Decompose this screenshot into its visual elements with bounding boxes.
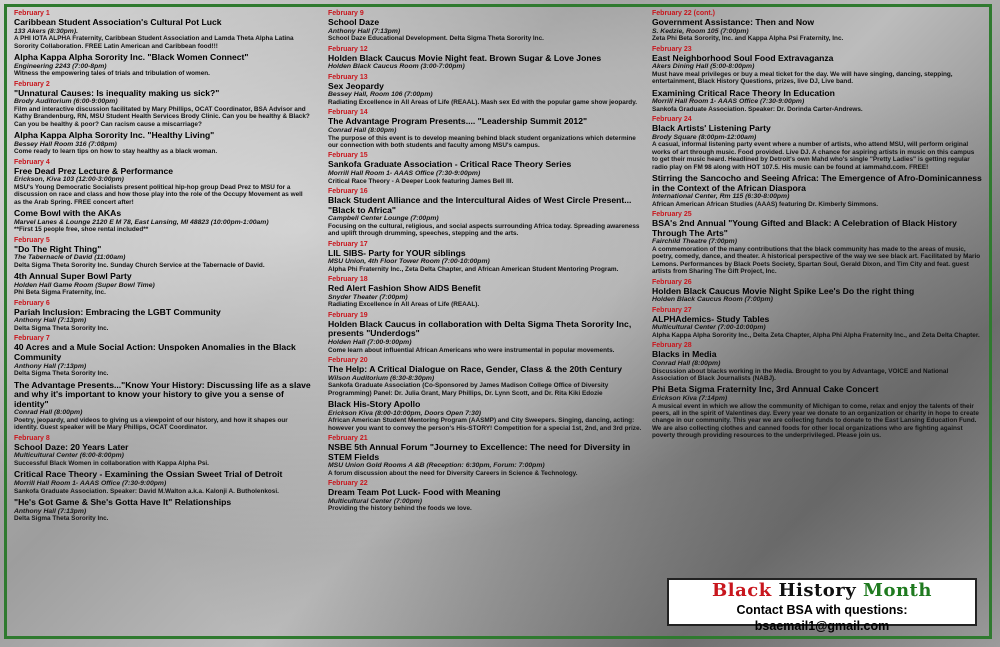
event-description: African American African Studies (AAAS) featuring Dr. Kimberly Simmons. xyxy=(652,200,879,208)
event-entry xyxy=(14,10,311,50)
event-title: Government Assistance: Then and Now xyxy=(652,17,815,27)
event-title: The Help: A Critical Dialogue on Race, Gender, Class & the 20th Century xyxy=(328,363,623,374)
event-location: Anthony Hall (7:13pm) xyxy=(14,507,87,515)
event-title: "Do The Right Thing" xyxy=(14,243,102,254)
event-date: February 20 xyxy=(328,356,368,364)
event-location: Morrill Hall Room 1- AAAS Office (7:30-9:00pm) xyxy=(14,479,167,487)
event-description: **First 15 people free, shoe rental included** xyxy=(14,226,149,234)
event-description: Delta Sigma Theta Sorority Inc. xyxy=(14,324,109,332)
event-date: February 26 xyxy=(652,278,692,286)
event-title: Black Student Alliance and the Intercultural Aides of West Circle Present... "Black to Africa" xyxy=(328,194,632,215)
event-title: Holden Black Caucus Movie Night feat. Brown Sugar & Love Jones xyxy=(328,52,602,63)
event-description: Radiating Excellence in All Areas of Life (REAAL). Mash sex Ed with the popular game show jeopardy. xyxy=(328,98,638,106)
event-entry xyxy=(328,46,646,71)
event-description: Phi Beta Sigma Fraternity, Inc. xyxy=(14,289,106,297)
event-title: The Advantage Presents..."Know Your History: Discussing life as a slave and why it's important to know your history to give you a sense of identity" xyxy=(14,379,311,409)
event-location: Akers Dining Hall (5:00-8:00pm) xyxy=(652,63,755,71)
event-location: Bessey Hall Room 316 (7:08pm) xyxy=(14,140,117,148)
event-title: School Daze xyxy=(328,17,380,27)
event-entry xyxy=(14,335,311,377)
event-entry xyxy=(652,342,982,382)
event-date: February 22 xyxy=(328,480,368,488)
event-title: Caribbean Student Association's Cultural Pot Luck xyxy=(14,17,222,27)
column-1 xyxy=(14,10,311,526)
event-description: Sankofa Graduate Association. Speaker: Dr. Dorinda Carter-Andrews. xyxy=(652,105,863,113)
event-title: 4th Annual Super Bowl Party xyxy=(14,271,132,282)
event-entry xyxy=(652,89,982,114)
event-title: Black Artists' Listening Party xyxy=(652,123,771,134)
event-title: BSA's 2nd Annual "Young Gifted and Black: A Celebration of Black History Through The Arts" xyxy=(652,218,957,238)
event-date: February 18 xyxy=(328,276,368,284)
event-description: Delta Sigma Theta Sorority Inc. Sunday Church Service at the Tabernacle of David. xyxy=(14,261,265,269)
event-entry xyxy=(328,188,646,238)
event-description: Alpha Phi Fraternity Inc., Zeta Delta Chapter, and African American Student Mentoring Program. xyxy=(328,265,619,273)
event-description: Discussion about blacks working in the Media. Brought to you by Advantage, VOICE and National Association of Black Journalists (NABJ). xyxy=(652,367,949,382)
event-location: MSU Union, 4th Floor Tower Room (7:00-10:00pm) xyxy=(328,258,490,266)
event-entry xyxy=(328,276,646,309)
banner-word-history: History xyxy=(778,580,857,601)
event-location: Holden Hall (7:00-9:00pm) xyxy=(328,338,412,346)
event-location: Conrad Hall (8:00pm) xyxy=(652,359,721,367)
event-entry xyxy=(652,174,982,208)
event-description: The purpose of this event is to develop meaning behind black student organizations which determine our connection with both students and faculty among MSU's campus. xyxy=(328,134,636,149)
event-title: Alpha Kappa Alpha Sorority Inc. "Black Women Connect" xyxy=(14,52,249,62)
event-entry xyxy=(14,81,311,128)
event-title: Free Dead Prez Lecture & Performance xyxy=(14,165,174,176)
event-title: East Neighborhood Soul Food Extravaganza xyxy=(652,52,834,63)
event-title: 40 Acres and a Mule Social Action: Unspoken Anomalies in the Black Community xyxy=(14,342,296,362)
event-location: 133 Akers (8:30pm). xyxy=(14,27,78,35)
event-description: Sankofa Graduate Association (Co-Sponsored by James Madison College Office of Diversity Programming) Panel: Dr. Julia Grant, Mary Phillips, Dr. Lynn Scott, and Dr. Rita Kiki Edozie xyxy=(328,382,609,397)
event-entry xyxy=(652,211,982,275)
event-entry xyxy=(14,53,311,78)
event-title: Critical Race Theory - Examining the Ossian Sweet Trial of Detroit xyxy=(14,469,283,480)
event-location: Erickson, Kiva 103 (12:00-3:00pm) xyxy=(14,176,124,184)
event-entry xyxy=(328,435,646,477)
column-3 xyxy=(652,10,982,443)
event-date: February 17 xyxy=(328,240,368,248)
event-description: Come ready to learn tips on how to stay healthy as a black woman. xyxy=(14,148,218,156)
event-date: February 27 xyxy=(652,306,692,314)
event-entry xyxy=(652,10,982,43)
event-description: Must have meal privileges or buy a meal ticket for the day. We will have singing, dancing, stepping, entertainment, Black History Questions, prizes, live DJ, Live band. xyxy=(652,70,953,86)
event-location: Anthony Hall (7:13pm) xyxy=(14,317,87,325)
event-entry xyxy=(328,400,646,432)
event-date: February 21 xyxy=(328,434,368,442)
event-title: LIL SIBS- Party for YOUR siblings xyxy=(328,247,466,258)
event-entry xyxy=(328,10,646,43)
event-entry xyxy=(652,385,982,439)
event-location: Anthony Hall (7:13pm) xyxy=(328,27,401,35)
event-entry xyxy=(652,46,982,86)
event-entry xyxy=(14,209,311,234)
event-entry xyxy=(328,109,646,149)
event-description: A commemoration of the many contributions that the black community has made to the areas of music, poetry, comedy, dance, and theater. A historical perspective of the way we see black art. Facilitated by Mario Lemons. Performances by Black Poets Society, Spartan Soul, Gerald Dixon, and Tim City and feat. guest artists from Sharing The Gift Project, Inc. xyxy=(652,245,981,276)
event-location: International Center, Rm 115 (6:30-8:00pm) xyxy=(652,193,790,201)
event-description: Witness the empowering tales of trials and tribulation of women. xyxy=(14,70,210,78)
event-entry xyxy=(328,241,646,274)
event-title: "He's Got Game & She's Gotta Have It" Relationships xyxy=(14,496,232,507)
event-location: Conrad Hall (8:00pm) xyxy=(328,126,397,134)
event-entry xyxy=(14,300,311,333)
event-location: S. Kedzie, Room 105 (7:00pm) xyxy=(652,27,749,35)
event-date: February 15 xyxy=(328,152,368,160)
event-description: Alpha Kappa Alpha Sorority Inc., Delta Zeta Chapter, Alpha Phi Alpha Fraternity Inc., and Zeta Delta Chapter. xyxy=(652,331,980,339)
event-description: African American Student Mentoring Program (AASMP) and City Sweepers. Singing, dancing, acting: however you want to convey the person's His-STORY! Competition for a special 1st, 2nd, and 3rd prize. xyxy=(328,417,642,432)
event-description: Film and interactive discussion facilitated by Mary Phillips, OCAT Coordinator, BSA Advisor and Kathy Brandenburg, RN, MSU Student Health Services Brody Clinic. Can you be healthy & Black? Can you be healthy & poor? Can racism cause a miscarriage? xyxy=(14,105,310,128)
event-date: February 28 xyxy=(652,342,692,350)
event-title: Phi Beta Sigma Fraternity Inc, 3rd Annual Cake Concert xyxy=(652,384,879,395)
event-description: A musical event in which we allow the community of Michigan to come, relax and enjoy the talents of their peers, all in the spirit of Valentines day. Every year we donate to an organization or charity in hope to create change in our community. This year we are collecting funds to donate to the East Lansing Education Fund. We are also collecting clothes and canned foods for other local organizations who are fighting against poverty through providing resources to the underprivileged. Please join us. xyxy=(652,402,979,440)
event-description: MSU's Young Democratic Socialists present political hip-hop group Dead Prez to MSU for a discussion on race and class and how those play into the role of the Occupy Movement as well as the Arab Spring. FREE concert after! xyxy=(14,183,303,206)
event-entry xyxy=(14,470,311,495)
banner-word-month: Month xyxy=(863,580,932,601)
event-date: February 7 xyxy=(14,335,50,343)
event-date: February 16 xyxy=(328,187,368,195)
event-location: Anthony Hall (7:13pm) xyxy=(14,362,87,370)
event-date: February 12 xyxy=(328,45,368,53)
event-title: Blacks in Media xyxy=(652,349,717,360)
event-description: Delta Sigma Theta Sorority Inc. xyxy=(14,515,109,523)
event-title: "Unnatural Causes: Is inequality making us sick?" xyxy=(14,87,220,98)
event-entry xyxy=(328,74,646,107)
event-title: Holden Black Caucus in collaboration with Delta Sigma Theta Sorority Inc, presents "Underdogs" xyxy=(328,318,632,339)
event-entry xyxy=(14,381,311,432)
event-date: February 24 xyxy=(652,116,692,124)
event-entry xyxy=(328,152,646,185)
event-location: MSU Union Gold Rooms A &B (Reception: 6:30pm, Forum: 7:00pm) xyxy=(328,462,545,470)
event-title: ALPHAdemics- Study Tables xyxy=(652,313,770,324)
event-location: Campbell Center Lounge (7:00pm) xyxy=(328,215,439,223)
event-location: Multicultural Center (7:00pm) xyxy=(328,497,423,505)
event-date: February 5 xyxy=(14,236,50,244)
event-date: February 25 xyxy=(652,211,692,219)
black-history-month-banner xyxy=(667,578,977,633)
event-description: Zeta Phi Beta Sorority, Inc. and Kappa Alpha Psi Fraternity, Inc. xyxy=(652,35,844,43)
event-date: February 8 xyxy=(14,434,50,442)
event-entry xyxy=(652,279,982,304)
event-date: February 19 xyxy=(328,311,368,319)
event-entry xyxy=(14,159,311,206)
banner-word-black: Black xyxy=(712,580,772,601)
event-title: Stirring the Sancocho and Seeing Africa: The Emergence of Afro-Dominicanness in the Context of the African Diaspora xyxy=(652,173,982,193)
event-entry xyxy=(328,357,646,397)
contact-line: Contact BSA with questions: bsaemail1@gmail.com xyxy=(736,603,908,633)
event-location: Erickson Kiva (8:00-10:00pm, Doors Open 7:30) xyxy=(328,409,481,417)
event-title: School Daze: 20 Years Later xyxy=(14,441,129,452)
event-location: Erickson Kiva (7:14pm) xyxy=(652,394,728,402)
event-title: Pariah Inclusion: Embracing the LGBT Community xyxy=(14,306,221,317)
event-description: Sankofa Graduate Association. Speaker: David M.Walton a.k.a. Kalonji A. Butholenkosi. xyxy=(14,487,279,495)
event-date: February 4 xyxy=(14,158,50,166)
event-title: Black His-Story Apollo xyxy=(328,398,421,409)
event-location: Holden Black Caucus Room (3:00-7:00pm) xyxy=(328,63,465,71)
event-description: Delta Sigma Theta Sorority Inc. xyxy=(14,370,109,378)
banner-title xyxy=(669,580,975,602)
event-date: February 9 xyxy=(328,10,364,17)
event-location: Wilson Auditorium (6:30-8:30pm) xyxy=(328,374,435,382)
event-title: Holden Black Caucus Movie Night Spike Lee's Do the right thing xyxy=(652,285,915,296)
event-location: Multicultural Center (6:00-8:00pm) xyxy=(14,452,124,460)
event-title: Dream Team Pot Luck- Food with Meaning xyxy=(328,487,501,498)
event-title: The Advantage Program Presents.... "Leadership Summit 2012" xyxy=(328,116,588,127)
event-entry xyxy=(14,237,311,270)
event-description: Focusing on the cultural, religious, and social aspects surrounding Africa today. Spreading awareness and uplift through drumming, speeches, stepping and the arts. xyxy=(328,222,640,238)
event-location: Conrad Hall (8:00pm) xyxy=(14,409,83,417)
event-date: February 22 (cont.) xyxy=(652,10,716,17)
event-date: February 2 xyxy=(14,80,50,88)
event-title: Examining Critical Race Theory In Education xyxy=(652,87,835,98)
event-location: Brody Square (8:00pm-12:00am) xyxy=(652,133,757,141)
event-location: Marvel Lanes & Lounge 2120 E M 78, East Lansing, MI 48823 (10:00pm-1:00am) xyxy=(14,218,269,226)
event-location: Morrill Hall Room 1- AAAS Office (7:30-9:00pm) xyxy=(652,98,805,106)
event-entry xyxy=(652,116,982,171)
event-location: Multicultural Center (7:00-10:00pm) xyxy=(652,324,766,332)
event-location: The Tabernacle of David (11:00am) xyxy=(14,254,126,262)
event-description: Successful Black Women in collaboration with Kappa Alpha Psi. xyxy=(14,459,209,467)
event-date: February 1 xyxy=(14,10,50,17)
event-title: Alpha Kappa Alpha Sorority Inc. "Healthy Living" xyxy=(14,130,215,140)
event-date: February 23 xyxy=(652,45,692,53)
event-entry xyxy=(14,272,311,297)
event-location: Holden Black Caucus Room (7:00pm) xyxy=(652,296,773,304)
event-entry xyxy=(14,435,311,468)
event-title: Red Alert Fashion Show AIDS Benefit xyxy=(328,283,481,294)
event-title: Sankofa Graduate Association - Critical Race Theory Series xyxy=(328,159,572,170)
event-location: Brody Auditorium (6:00-9:00pm) xyxy=(14,98,118,106)
event-entry xyxy=(328,312,646,354)
event-description: Providing the history behind the foods we love. xyxy=(328,505,472,513)
event-location: Engineering 2243 (7:00-8pm) xyxy=(14,62,107,70)
event-description: Poetry, jeopardy, and videos to giving us a viewpoint of our history, and how it shapes our identity. Guest speaker will be Mary Phillips, OCAT Coordinator. xyxy=(14,416,288,432)
event-location: Fairchild Theatre (7:00pm) xyxy=(652,238,737,246)
event-description: Come learn about influential African Americans who were instrumental in popular movements. xyxy=(328,346,615,354)
event-location: Snyder Theater (7:00pm) xyxy=(328,293,408,301)
event-entry xyxy=(14,131,311,156)
event-entry xyxy=(652,307,982,340)
event-description: Radiating Excellence in All Areas of Life (REAAL). xyxy=(328,301,480,309)
event-location: Holden Hall Game Room (Super Bowl Time) xyxy=(14,281,155,289)
event-location: Morrill Hall Room 1- AAAS Office (7:30-9:00pm) xyxy=(328,169,481,177)
event-date: February 13 xyxy=(328,73,368,81)
event-description: School Daze Educational Development. Delta Sigma Theta Sorority Inc. xyxy=(328,35,544,43)
event-description: A casual, informal listening party event where a number of artists, who attend MSU, will perform original works of art through music. Food provided. Live DJ. A chance for aspiring artists in music on this campus to get their music heard. Headlined by Detroit's own Mahd who's single "Pretty Ladies" is getting regular radio play on FM 98 along with HOT 107.5. His music can be found at iammahd.com. FREE! xyxy=(652,141,975,171)
event-description: A forum discussion about the need for Diversity Careers in Science & Technology. xyxy=(328,469,578,477)
event-date: February 14 xyxy=(328,109,368,117)
event-entry xyxy=(14,498,311,523)
event-date: February 6 xyxy=(14,299,50,307)
event-description: Critical Race Theory - A Deeper Look featuring James Bell III. xyxy=(328,177,514,185)
event-entry xyxy=(328,480,646,513)
event-description: A PHI IOTA ALPHA Fraternity, Caribbean Student Association and Lamda Theta Alpha Latina Sorority Collaboration. FREE Latin American and Caribbean food!!! xyxy=(14,35,294,50)
event-title: Sex Jeopardy xyxy=(328,80,384,91)
event-title: NSBE 5th Annual Forum "Journey to Excellence: The need for Diversity in STEM Fields xyxy=(328,441,631,462)
event-title: Come Bowl with the AKAs xyxy=(14,208,122,218)
column-2 xyxy=(328,10,646,516)
event-location: Bessey Hall, Room 106 (7:00pm) xyxy=(328,91,433,99)
